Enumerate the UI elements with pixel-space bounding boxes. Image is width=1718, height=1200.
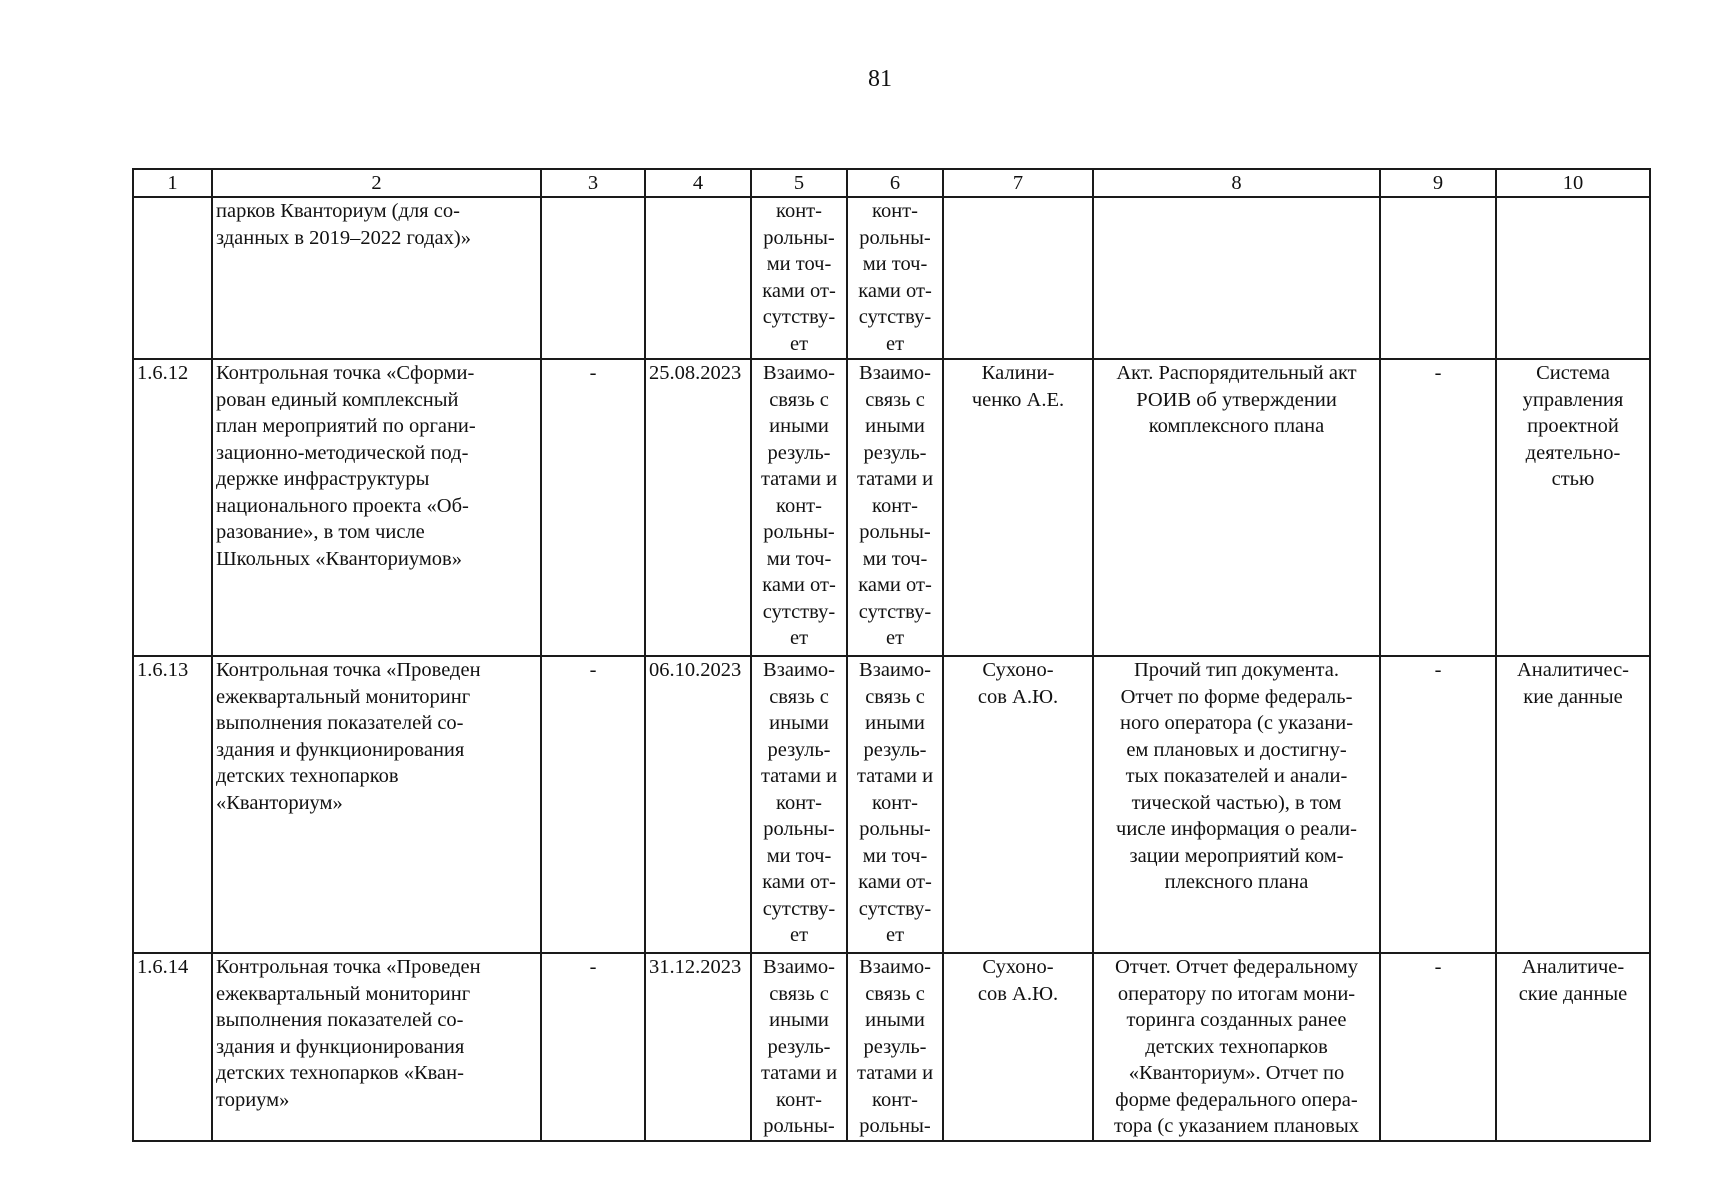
row-col9 bbox=[1380, 197, 1496, 359]
row-date: 31.12.2023 bbox=[645, 953, 751, 1141]
row-col9: - bbox=[1380, 359, 1496, 656]
page-number: 81 bbox=[868, 66, 892, 92]
row-col6: Взаимо- связь с иными резуль- татами и конт- рольны- ми точ- ками от- сутству- ет bbox=[847, 359, 943, 656]
row-name: парков Кванториум (для со- зданных в 2019–2022 годах)» bbox=[212, 197, 541, 359]
row-col5: Взаимо- связь с иными резуль- татами и конт- рольны- bbox=[751, 953, 847, 1141]
row-col5: Взаимо- связь с иными резуль- татами и конт- рольны- ми точ- ками от- сутству- ет bbox=[751, 359, 847, 656]
row-document: Прочий тип документа. Отчет по форме федераль- ного оператора (с указани- ем плановых и достигну- тых показателей и анали- тической частью), в том числе информация о реали- зации мероприятий ком- плексного плана bbox=[1093, 656, 1380, 953]
row-document: Отчет. Отчет федеральному оператору по итогам мони- торинга созданных ранее детских технопарков «Кванториум». Отчет по форме федерального опера- тора (с указанием плановых bbox=[1093, 953, 1380, 1141]
row-number: 1.6.14 bbox=[133, 953, 212, 1141]
row-col3 bbox=[541, 197, 645, 359]
column-header: 6 bbox=[847, 169, 943, 197]
row-document: Акт. Распорядительный акт РОИВ об утверждении комплексного плана bbox=[1093, 359, 1380, 656]
row-col3: - bbox=[541, 359, 645, 656]
row-col9: - bbox=[1380, 656, 1496, 953]
row-col10 bbox=[1496, 197, 1650, 359]
table-row bbox=[133, 359, 1650, 656]
column-header: 5 bbox=[751, 169, 847, 197]
row-col5: Взаимо- связь с иными резуль- татами и конт- рольны- ми точ- ками от- сутству- ет bbox=[751, 656, 847, 953]
row-responsible: Сухоно- сов А.Ю. bbox=[943, 656, 1093, 953]
row-responsible: Калини- ченко А.Е. bbox=[943, 359, 1093, 656]
row-col10: Система управления проектной деятельно- стью bbox=[1496, 359, 1650, 656]
header-row bbox=[133, 169, 1650, 197]
row-name: Контрольная точка «Проведен ежеквартальный мониторинг выполнения показателей со- здания и функционирования детских технопарков «Кванториум» bbox=[212, 656, 541, 953]
row-number: 1.6.13 bbox=[133, 656, 212, 953]
row-col9: - bbox=[1380, 953, 1496, 1141]
row-number: 1.6.12 bbox=[133, 359, 212, 656]
row-col5: конт- рольны- ми точ- ками от- сутству- ет bbox=[751, 197, 847, 359]
row-date: 06.10.2023 bbox=[645, 656, 751, 953]
table-row bbox=[133, 953, 1650, 1141]
column-header: 7 bbox=[943, 169, 1093, 197]
row-col3: - bbox=[541, 656, 645, 953]
table-row bbox=[133, 197, 1650, 359]
row-name: Контрольная точка «Проведен ежеквартальный мониторинг выполнения показателей со- здания и функционирования детских технопарков «Кван- ториум» bbox=[212, 953, 541, 1141]
row-responsible bbox=[943, 197, 1093, 359]
row-date bbox=[645, 197, 751, 359]
column-header: 4 bbox=[645, 169, 751, 197]
row-col10: Аналитиче- ские данные bbox=[1496, 953, 1650, 1141]
plan-table bbox=[132, 168, 1651, 1142]
row-document bbox=[1093, 197, 1380, 359]
row-col6: Взаимо- связь с иными резуль- татами и конт- рольны- bbox=[847, 953, 943, 1141]
column-header: 10 bbox=[1496, 169, 1650, 197]
column-header: 1 bbox=[133, 169, 212, 197]
row-col6: конт- рольны- ми точ- ками от- сутству- ет bbox=[847, 197, 943, 359]
row-number bbox=[133, 197, 212, 359]
row-date: 25.08.2023 bbox=[645, 359, 751, 656]
table-row bbox=[133, 656, 1650, 953]
row-responsible: Сухоно- сов А.Ю. bbox=[943, 953, 1093, 1141]
row-col3: - bbox=[541, 953, 645, 1141]
column-header: 8 bbox=[1093, 169, 1380, 197]
column-header: 2 bbox=[212, 169, 541, 197]
row-name: Контрольная точка «Сформи- рован единый комплексный план мероприятий по органи- зационно-методической под- держке инфраструктуры национального проекта «Об- разование», в том числе Школьных «Кванториумов» bbox=[212, 359, 541, 656]
column-header: 9 bbox=[1380, 169, 1496, 197]
row-col10: Аналитичес- кие данные bbox=[1496, 656, 1650, 953]
column-header: 3 bbox=[541, 169, 645, 197]
row-col6: Взаимо- связь с иными резуль- татами и конт- рольны- ми точ- ками от- сутству- ет bbox=[847, 656, 943, 953]
